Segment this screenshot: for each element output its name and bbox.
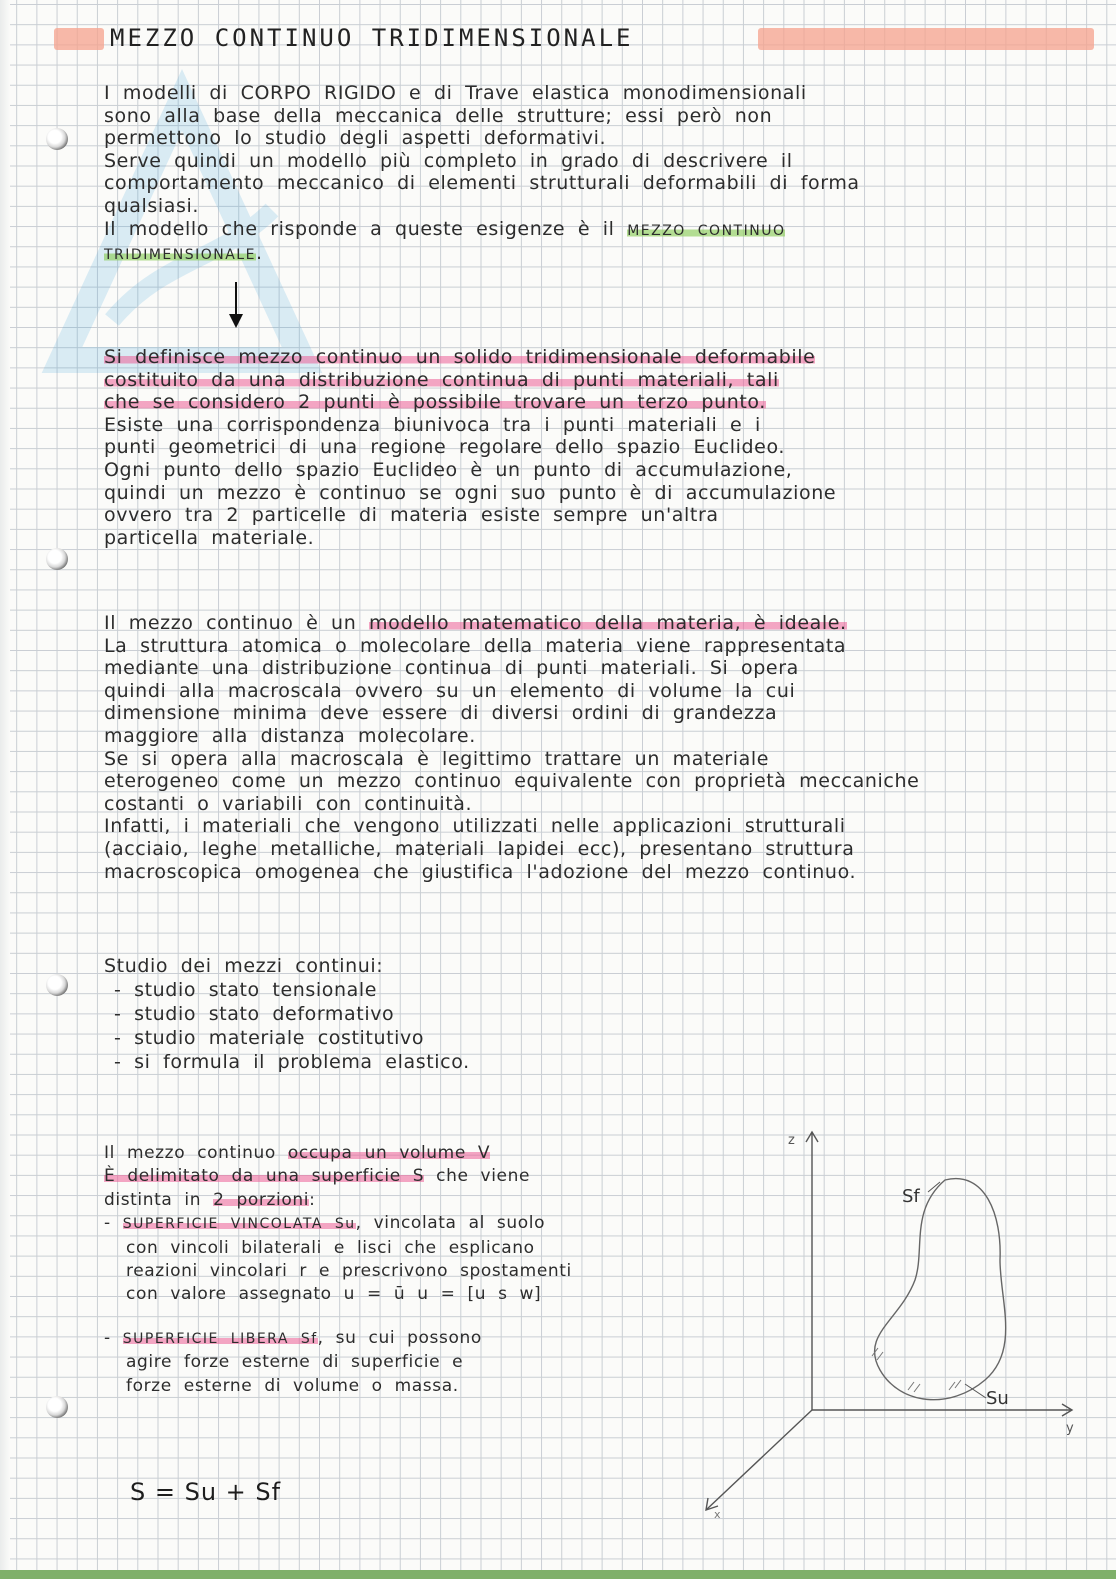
spacer [104,1307,704,1327]
sf-label: Sf [902,1186,920,1207]
page-title: MEZZO CONTINUO TRIDIMENSIONALE [110,24,634,52]
text-line [104,369,1104,392]
binder-hole-3 [46,974,68,996]
model-paragraph [104,612,1104,883]
highlight-superficie: È delimitato da una superficie S [104,1166,425,1187]
text-line [104,242,1104,267]
text-line: Serve quindi un modello più completo in grado di descrivere il [104,149,793,172]
text-line: La struttura atomica o molecolare della materia viene rappresentata [104,634,847,657]
text-line: permettono lo studio degli aspetti deformativi. [104,127,607,150]
highlight-porzioni: 2 porzioni [213,1189,310,1210]
text-span: , su cui possono [317,1327,482,1348]
binder-hole-1 [46,128,68,150]
text-line: agire forze esterne di superficie e [126,1352,464,1373]
text-line: qualsiasi. [104,194,200,217]
text-line: mediante una distribuzione continua di punti materiali. Si opera [104,657,799,680]
z-label: z [788,1133,795,1148]
formula-s: S = Su + Sf [130,1478,282,1506]
text-line: eterogeneo come un mezzo continuo equivalente con proprietà meccaniche [104,770,920,793]
text-line: Esiste una corrispondenza biunivoca tra i punti materiali e i [104,413,761,436]
constraint-hatching [872,1348,961,1392]
x-axis [706,1410,812,1510]
list-item: - studio stato tensionale [114,979,378,1001]
text-line: sono alla base della meccanica delle strutture; essi però non [104,104,773,127]
studio-heading: Studio dei mezzi continui: [104,955,384,977]
text-line [104,1165,704,1188]
text-span: : [309,1189,316,1210]
text-line: Ogni punto dello spazio Euclideo è un punto di accumulazione, [104,458,793,481]
list-item: - studio materiale costitutivo [114,1027,425,1049]
highlight-superficie-vincolata: SUPERFICIE VINCOLATA Su [122,1216,356,1233]
intro-paragraph [104,82,1104,267]
text-line: I modelli di CORPO RIGIDO e di Trave elastica monodimensionali [104,82,807,104]
text-line: punti geometrici di una regione regolare dello spazio Euclideo. [104,436,785,459]
page-edge [0,0,10,1579]
text-line: maggiore alla distanza molecolare. [104,724,476,747]
text-span: . [255,242,263,265]
list-item: - si formula il problema elastico. [114,1051,470,1073]
text-span: - [104,1213,123,1234]
text-line: forze esterne di volume o massa. [126,1375,459,1396]
bottom-edge [0,1570,1116,1579]
text-line: costanti o variabili con continuità. [104,792,473,815]
text-line: con vincoli bilaterali e lisci che esplicano [126,1237,535,1258]
text-line: reazioni vincolari r e prescrivono spostamenti [126,1261,572,1282]
x-label: x [714,1508,721,1520]
text-line: Infatti, i materiali che vengono utilizzati nelle applicazioni strutturali [104,815,846,838]
text-line: Se si opera alla macroscala è legittimo trattare un materiale [104,747,769,770]
highlight-definition: Si definisce mezzo continuo un solido tridimensionale deformabile [104,346,816,368]
highlight-volume: occupa un volume V [287,1143,491,1163]
title-highlight-right [758,28,1094,50]
definition-paragraph [104,346,1104,549]
binder-hole-4 [46,1396,68,1418]
text-line: dimensione minima deve essere di diversi ordini di grandezza [104,702,778,725]
text-line [104,346,1104,369]
text-span: - [104,1327,123,1348]
body-outline [875,1179,1006,1400]
highlight-tridimensionale: TRIDIMENSIONALE [104,247,256,264]
text-line: quindi un mezzo è continuo se ogni suo punto è di accumulazione [104,481,837,504]
highlight-modello-matematico: modello matematico della materia, è ideale. [368,612,847,634]
text-line: con valore assegnato u = ū u = [u s w] [126,1284,542,1305]
highlight-definition: che se considero 2 punti è possibile trovare un terzo punto. [104,391,766,414]
text-line [104,1212,704,1236]
page-title-bar [54,24,1094,54]
text-line: quindi alla macroscala ovvero su un elemento di volume la cui [104,679,796,702]
axes-diagram [700,1120,1090,1520]
text-span: che viene [424,1166,531,1187]
highlight-definition: costituito da una distribuzione continua di punti materiali, tali [104,368,779,391]
highlight-superficie-libera: SUPERFICIE LIBERA Sf [122,1330,318,1347]
text-line: particella materiale. [104,526,315,549]
text-span: Il mezzo continuo [104,1143,288,1163]
text-line: (acciaio, leghe metalliche, materiali lapidei ecc), presentano struttura [104,837,855,860]
title-highlight-left [54,28,104,50]
text-span: Il mezzo continuo è un [104,612,369,634]
volume-paragraph [104,1142,704,1398]
list-item: - studio stato deformativo [114,1003,395,1025]
highlight-mezzo-continuo: MEZZO CONTINUO [627,222,786,239]
text-line [104,1327,704,1351]
text-span: , vincolata al suolo [355,1213,546,1234]
binder-hole-2 [46,548,68,570]
studio-list [104,954,470,1074]
text-span: Il modello che risponde a queste esigenze è il [104,217,628,240]
text-line [104,218,1104,243]
text-line [104,1189,704,1212]
text-line: comportamento meccanico di elementi strutturali deformabili di forma [104,172,860,195]
arrow-down-icon [229,282,243,328]
text-line [104,1142,704,1165]
y-label: y [1066,1421,1074,1436]
su-label: Su [986,1388,1009,1409]
text-span: distinta in [104,1189,214,1210]
text-line: macroscopica omogenea che giustifica l'adozione del mezzo continuo. [104,860,857,883]
text-line: ovvero tra 2 particelle di materia esiste sempre un'altra [104,504,719,527]
text-line [104,391,1104,414]
text-line [104,612,1104,635]
